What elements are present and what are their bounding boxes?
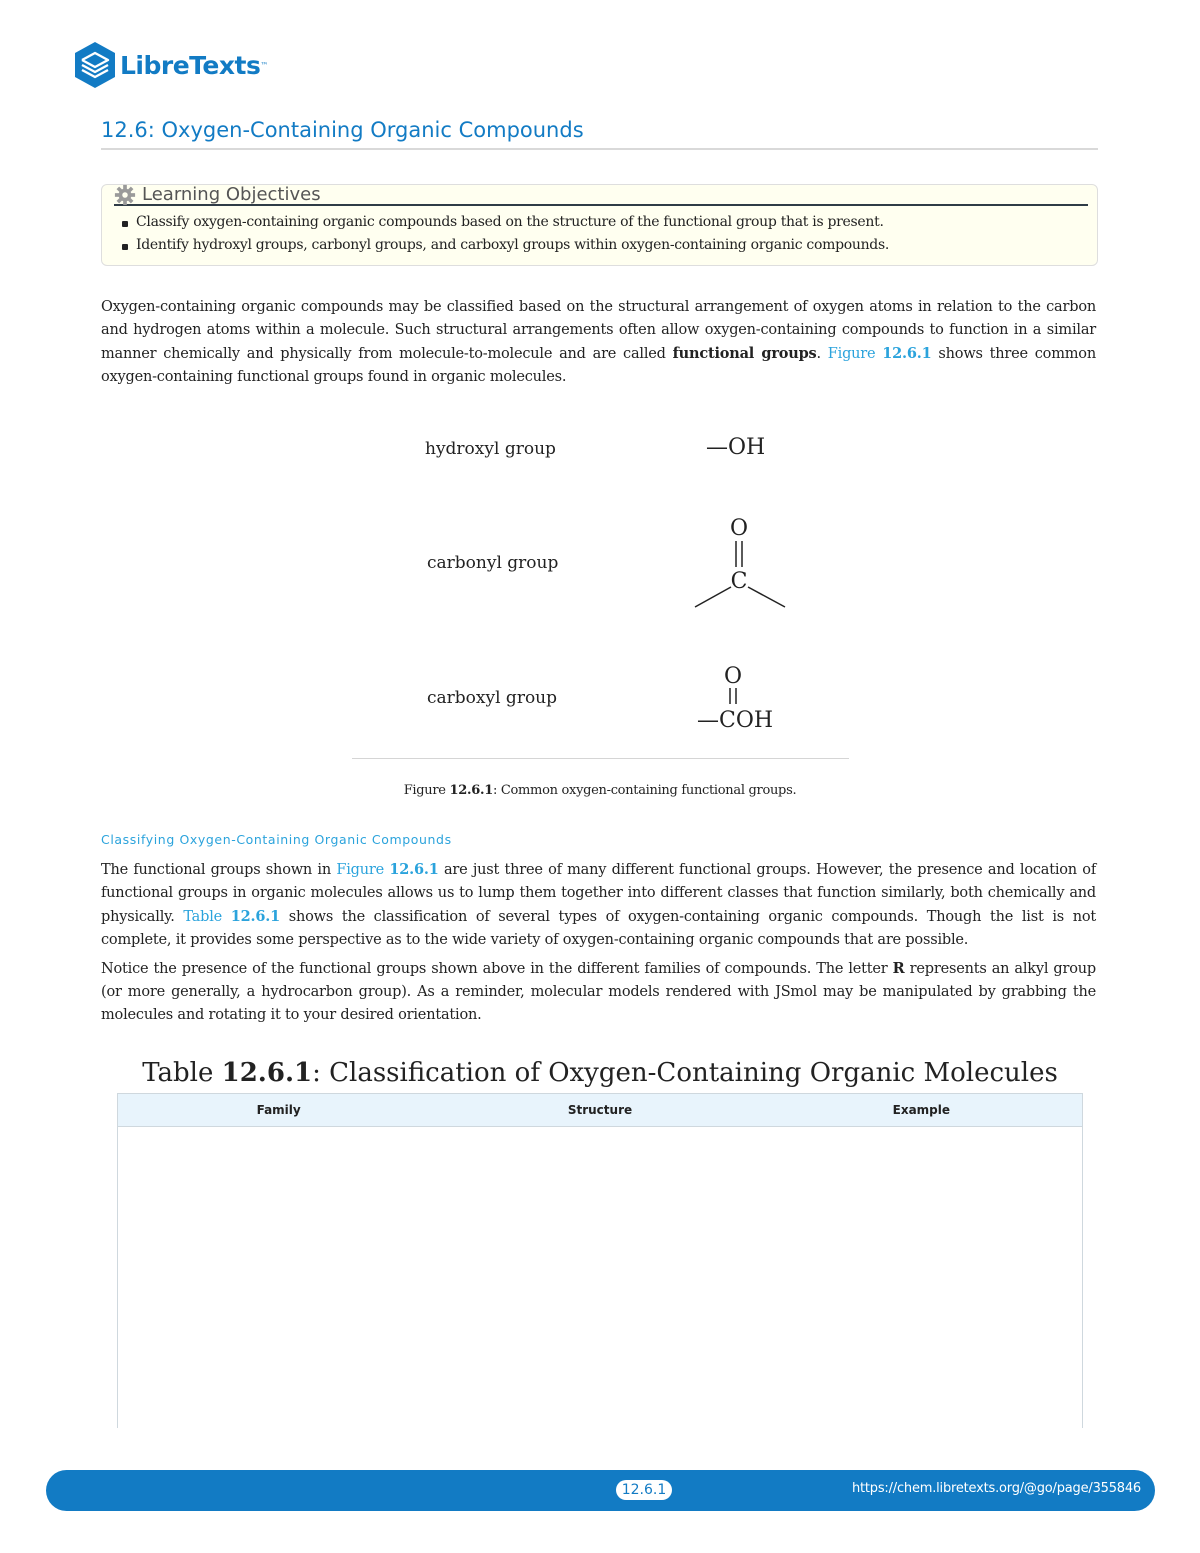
libretexts-logo[interactable] xyxy=(72,40,268,90)
classification-table xyxy=(117,1093,1083,1428)
carboxyl-oxygen: O xyxy=(723,664,743,689)
carbonyl-oxygen: O xyxy=(729,516,749,541)
page-title: 12.6: Oxygen-Containing Organic Compounds xyxy=(101,118,1098,150)
functional-groups-term: functional groups xyxy=(672,345,817,362)
learning-objectives-box xyxy=(101,184,1098,266)
carbonyl-structure xyxy=(690,512,790,612)
body-paragraph: The functional groups shown in Figure 12.6.1 are just three of many different functional groups. However, the presence and location of functional groups in organic molecules allows us to lump them together into different classes that function similarly, both chemically and physically. Table 12.6.1 shows the classification of several types of oxygen-containing organic compounds. Though the list is not complete, it provides some perspective as to the wide variety of oxygen-containing organic compounds that are possible. xyxy=(101,861,1097,948)
table-link[interactable]: Table 12.6.1 xyxy=(183,908,281,925)
carboxyl-structure xyxy=(695,660,795,735)
figure-caption: Figure 12.6.1: Common oxygen-containing functional groups. xyxy=(403,783,797,798)
table-header-row xyxy=(118,1094,1082,1127)
list-item: Identify hydroxyl groups, carbonyl groups, and carboxyl groups within oxygen-containing organic compounds. xyxy=(122,234,889,257)
page-footer xyxy=(46,1470,1155,1511)
logo-wordmark: LibreTexts™ xyxy=(120,50,268,80)
column-header-structure: Structure xyxy=(567,1103,633,1117)
objectives-list xyxy=(122,211,889,257)
figure-link[interactable]: Figure 12.6.1 xyxy=(336,861,439,878)
libretexts-logo-icon xyxy=(72,40,118,90)
page-url-link[interactable]: https://chem.libretexts.org/@go/page/355846 xyxy=(851,1481,1141,1496)
objectives-heading-text: Learning Objectives xyxy=(142,184,321,205)
intro-paragraph: Oxygen-containing organic compounds may be classified based on the structural arrangement of oxygen atoms in relation to the carbon and hydrogen atoms within a molecule. Such structural arrangements often allow oxygen-containing compounds to function in a similar manner chemically and physically from molecule-to-molecule and are called functional groups. Figure 12.6.1 shows three common oxygen-containing functional groups found in organic molecules. xyxy=(101,299,1096,385)
objectives-heading xyxy=(114,185,1088,206)
carbonyl-carbon: C xyxy=(730,569,748,594)
figure-link[interactable]: Figure 12.6.1 xyxy=(827,345,932,362)
body-paragraph: Notice the presence of the functional groups shown above in the different families of compounds. The letter R represents an alkyl group (or more generally, a hydrocarbon group). As a reminder, molecular models rendered with JSmol may be manipulated by grabbing the molecules and rotating it to your desired orientation. xyxy=(101,960,1096,1023)
hydroxyl-label: hydroxyl group xyxy=(425,439,556,459)
figure-divider xyxy=(352,758,849,759)
column-header-family: Family xyxy=(256,1103,301,1117)
list-item: Classify oxygen-containing organic compounds based on the structure of the functional group that is present. xyxy=(122,211,889,234)
hydroxyl-structure: —OH xyxy=(706,435,766,460)
table-title: Table 12.6.1: Classification of Oxygen-Containing Organic Molecules xyxy=(142,1058,1058,1088)
column-header-example: Example xyxy=(892,1103,951,1117)
page-number-badge: 12.6.1 xyxy=(616,1480,672,1500)
gear-icon xyxy=(114,184,136,206)
carboxyl-formula: —COH xyxy=(697,708,774,733)
carbonyl-label: carbonyl group xyxy=(427,553,559,573)
carboxyl-label: carboxyl group xyxy=(427,688,558,708)
section-heading: Classifying Oxygen-Containing Organic Compounds xyxy=(101,832,452,847)
